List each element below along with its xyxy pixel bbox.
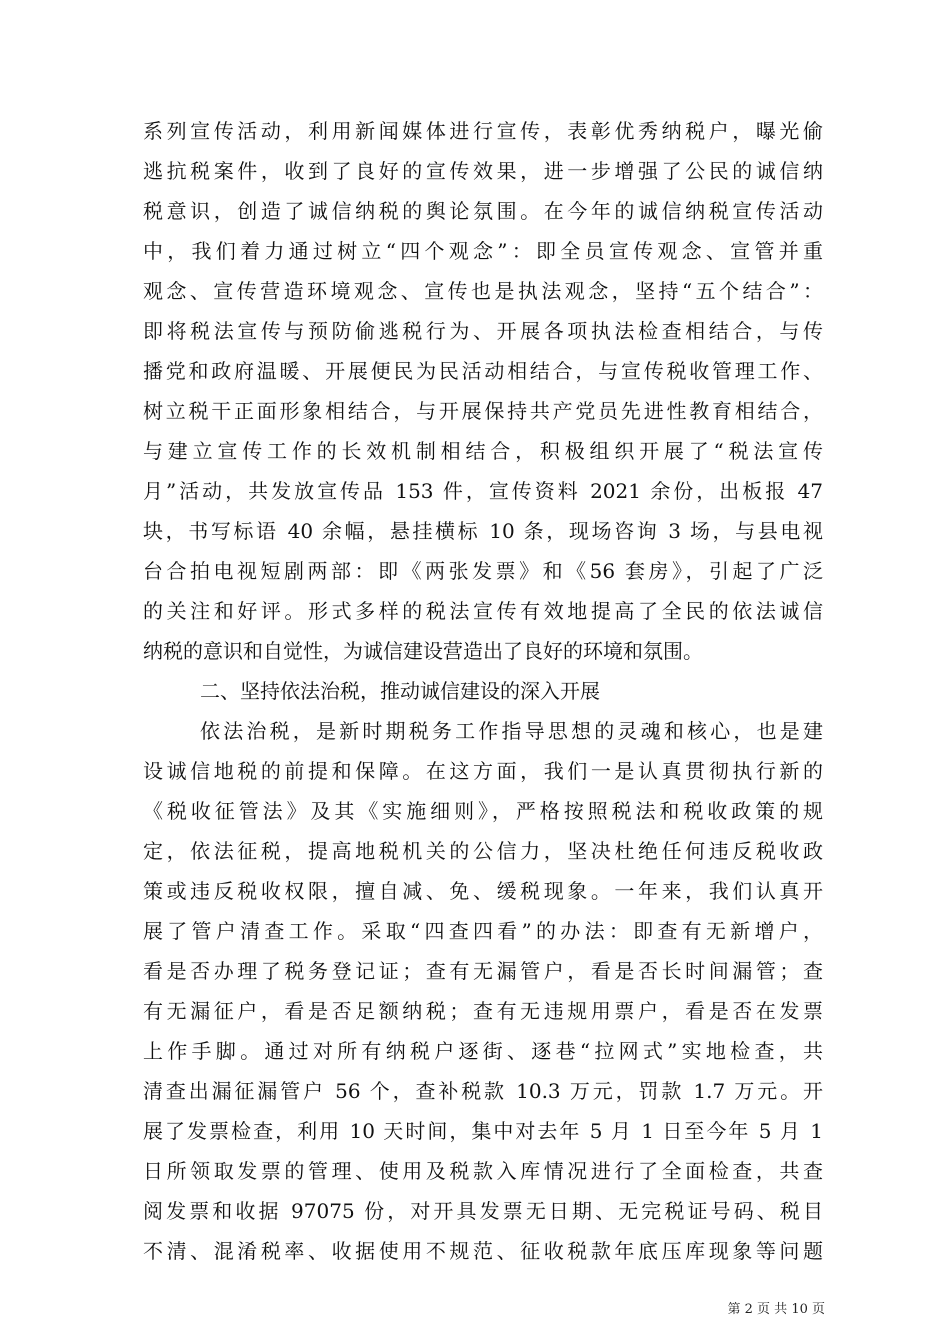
body-text-line: 系列宣传活动，利用新闻媒体进行宣传，表彰优秀纳税户，曝光偷 [143,119,823,143]
body-text-line: 纳税的意识和自觉性，为诚信建设营造出了良好的环境和氛围。 [143,639,703,663]
body-text-line: 展了管户清查工作。采取“四查四看”的办法：即查有无新增户， [143,919,823,943]
body-text-line: 播党和政府温暖、开展便民为民活动相结合，与宣传税收管理工作、 [143,359,823,383]
body-text-line: 的关注和好评。形式多样的税法宣传有效地提高了全民的依法诚信 [143,599,823,623]
body-text-line: 日所领取发票的管理、使用及税款入库情况进行了全面检查，共查 [143,1159,823,1183]
body-text-line: 中，我们着力通过树立“四个观念”：即全员宣传观念、宣管并重 [143,239,823,263]
body-text-line: 阅发票和收据 97075 份，对开具发票无日期、无完税证号码、税目 [143,1199,823,1223]
body-text-line: 观念、宣传营造环境观念、宣传也是执法观念，坚持“五个结合”： [143,279,823,303]
body-text-line: 逃抗税案件，收到了良好的宣传效果，进一步增强了公民的诚信纳 [143,159,823,183]
body-text-line: 即将税法宣传与预防偷逃税行为、开展各项执法检查相结合，与传 [143,319,823,343]
body-text-line: 展了发票检查，利用 10 天时间，集中对去年 5 月 1 日至今年 5 月 1 [143,1119,823,1143]
body-text-line: 依法治税，是新时期税务工作指导思想的灵魂和核心，也是建 [200,719,823,743]
body-text-line: 台合拍电视短剧两部：即《两张发票》和《56 套房》，引起了广泛 [143,559,823,583]
body-text-line: 看是否办理了税务登记证；查有无漏管户，看是否长时间漏管；查 [143,959,823,983]
body-text-line: 上作手脚。通过对所有纳税户逐街、逐巷“拉网式”实地检查，共 [143,1039,823,1063]
body-text-line: 与建立宣传工作的长效机制相结合，积极组织开展了“税法宣传 [143,439,823,463]
body-text-line: 税意识，创造了诚信纳税的舆论氛围。在今年的诚信纳税宣传活动 [143,199,823,223]
body-text-line: 有无漏征户，看是否足额纳税；查有无违规用票户，看是否在发票 [143,999,823,1023]
body-text-line: 块，书写标语 40 余幅，悬挂横标 10 条，现场咨询 3 场，与县电视 [143,519,823,543]
page-number: 第 2 页 共 10 页 [727,1302,825,1317]
body-text-line: 设诚信地税的前提和保障。在这方面，我们一是认真贯彻执行新的 [143,759,823,783]
body-text-line: 定，依法征税，提高地税机关的公信力，坚决杜绝任何违反税收政 [143,839,823,863]
body-text-line: 月”活动，共发放宣传品 153 件，宣传资料 2021 余份，出板报 47 [143,479,823,503]
section-heading: 二、坚持依法治税，推动诚信建设的深入开展 [200,679,600,703]
body-text-line: 清查出漏征漏管户 56 个，查补税款 10.3 万元，罚款 1.7 万元。开 [143,1079,823,1103]
body-text-line: 树立税干正面形象相结合，与开展保持共产党员先进性教育相结合， [143,399,823,423]
body-text-line: 不清、混淆税率、收据使用不规范、征收税款年底压库现象等问题 [143,1239,823,1263]
body-text-line: 《税收征管法》及其《实施细则》，严格按照税法和税收政策的规 [143,799,823,823]
body-text-line: 策或违反税收权限，擅自减、免、缓税现象。一年来，我们认真开 [143,879,823,903]
